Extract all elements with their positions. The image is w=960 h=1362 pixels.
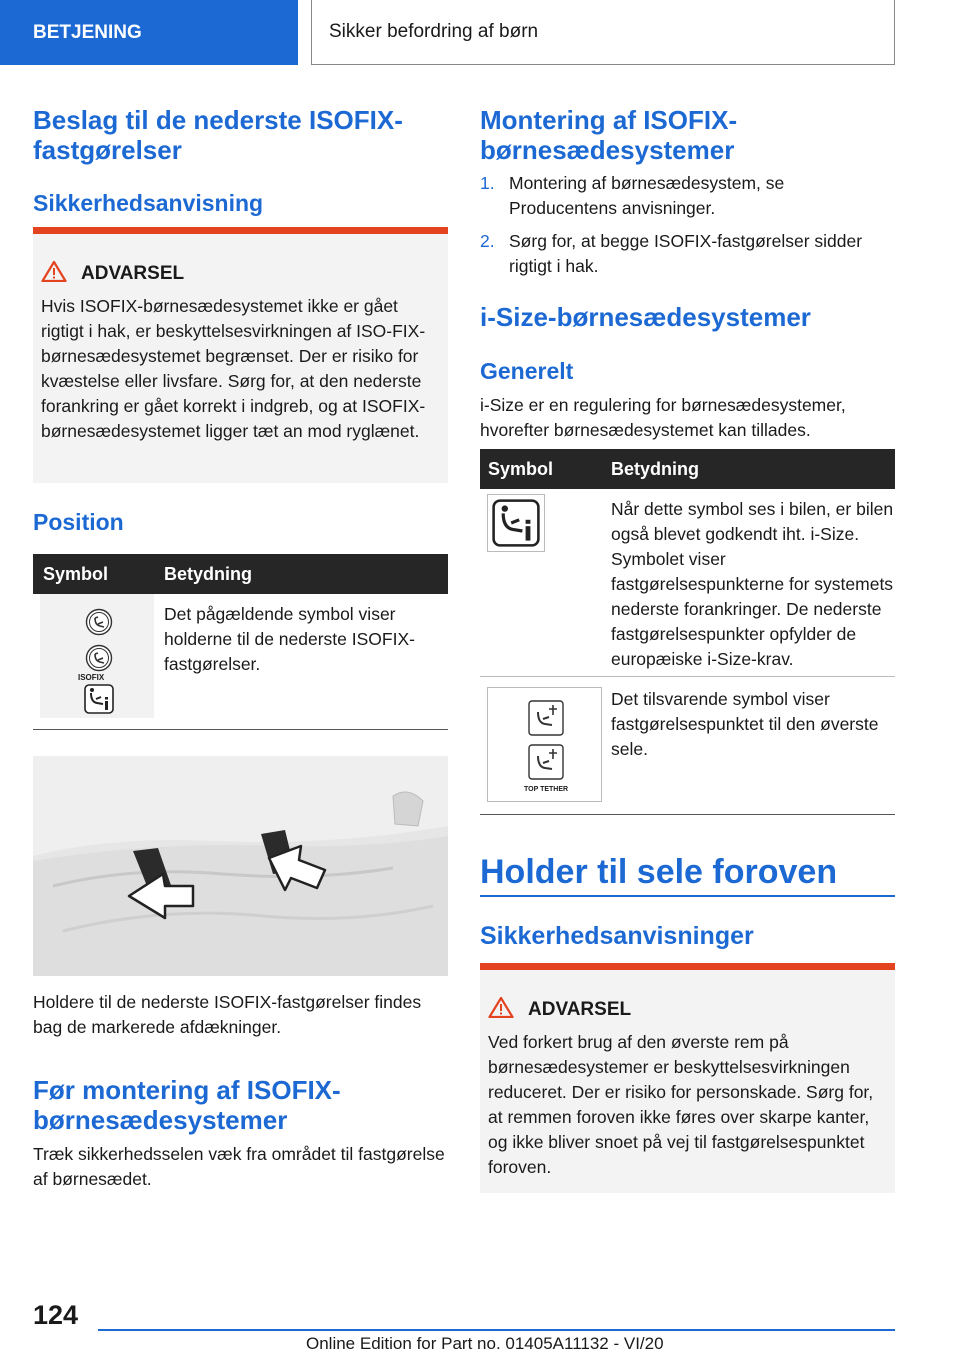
left-heading-block xyxy=(33,105,448,165)
rear-seat-photo xyxy=(33,756,448,976)
step-number: 2. xyxy=(480,231,495,251)
table-divider xyxy=(33,729,448,730)
footer-edition: Online Edition for Part no. 01405A11132 - VI/20 xyxy=(306,1334,664,1353)
isize-heading-wrap xyxy=(480,302,895,332)
position-table-header xyxy=(33,554,448,594)
step-number: 1. xyxy=(480,173,495,193)
top-tether-label: TOP TETHER xyxy=(524,786,569,793)
right-safety-heading-wrap xyxy=(480,921,895,951)
position-heading-wrap xyxy=(33,508,124,536)
before-text: Træk sikkerhedsselen væk fra området til fastgørelse af børnesædet. xyxy=(33,1144,445,1189)
isofix-label: ISOFIX xyxy=(78,673,105,682)
position-row-text: Det pågældende symbol viser holderne til de nederste ISOFIX-fastgørelser. xyxy=(164,604,415,674)
isize-row2-text: Det tilsvarende symbol viser fastgørelsespunktet til den øverste sele. xyxy=(611,689,879,759)
chapter-title: Sikker befordring af børn xyxy=(329,21,539,42)
general-heading-wrap xyxy=(480,357,573,385)
isize-symbol-cell xyxy=(487,494,545,552)
table-bottom-divider xyxy=(480,814,895,815)
top-tether-icon xyxy=(528,700,564,741)
isize-seat-icon xyxy=(492,499,540,552)
heading-isofix-brackets: Beslag til de nederste ISOFIX-fastgørelser xyxy=(33,105,403,165)
isize-seat-icon xyxy=(84,684,114,719)
step-item xyxy=(480,171,895,221)
heading-before-mounting: Før montering af ISOFIX-børnesædesystemer xyxy=(33,1075,341,1135)
warning-title xyxy=(41,260,440,288)
top-tether-icon-2 xyxy=(528,744,564,785)
warning-text: Hvis ISOFIX-børnesædesystemet ikke er gået rigtigt i hak, er beskyttelsesvirkningen af ISO-FIX-børnesædesystemet begrænset. Der er risiko for kvæstelse eller livsfare. Sørg for, at den nederste forankring er gået korrekt i indgreb, og at ISOFIX-børnesædesystemet ligger tæt an mod ryglænet. xyxy=(41,296,426,441)
top-tether-symbol-cell xyxy=(487,687,602,802)
chapter-header xyxy=(311,0,895,65)
col-meaning: Betydning xyxy=(164,563,252,584)
col-symbol: Symbol xyxy=(488,458,554,479)
isize-table-header xyxy=(480,449,895,489)
heading-holder: Holder til sele foroven xyxy=(480,853,838,891)
heading-position: Position xyxy=(33,509,124,535)
heading-general: Generelt xyxy=(480,358,574,384)
heading-safety-instructions: Sikkerhedsanvisninger xyxy=(480,922,754,950)
row-divider xyxy=(480,676,895,677)
mount-heading-wrap xyxy=(480,105,895,165)
warning-box xyxy=(33,227,448,483)
step-text: Sørg for, at begge ISOFIX-fastgørelser sidder rigtigt i hak. xyxy=(509,231,863,276)
step-item xyxy=(480,229,895,279)
left-safety-heading-wrap xyxy=(33,189,448,217)
isize-row1-text: Når dette symbol ses i bilen, er bilen også blevet godkendt iht. i-Size. Symbolet viser fastgørelsespunkterne for systemets nederste forankringer. De nederste fastgørelsespunkter opfylder de europæiske i-Size-krav. xyxy=(611,499,894,669)
general-text: i-Size er en regulering for børnesædesystemer, hvorefter børnesædesystemet kan tillades. xyxy=(480,395,846,440)
section-tab xyxy=(0,0,298,65)
heading-mounting: Montering af ISOFIX-børnesædesystemer xyxy=(480,105,738,165)
warning-text: Ved forkert brug af den øverste rem på børnesædesystemer er beskyttelsesvirkningen reduceret. Der er risiko for personskade. Sørg for, at remmen foroven ikke føres over skarpe kanter, og ikke bliver snoet på vej til fastgørelsespunktet foroven. xyxy=(488,1032,874,1177)
holder-heading-wrap xyxy=(480,852,895,897)
warning-box-2 xyxy=(480,963,895,1193)
step-text: Montering af børnesædesystem, se Producentens anvisninger. xyxy=(509,173,785,218)
page-number: 124 xyxy=(33,1300,79,1330)
photo-caption: Holdere til de nederste ISOFIX-fastgørelser findes bag de markerede afdækninger. xyxy=(33,992,422,1037)
col-symbol: Symbol xyxy=(43,563,109,584)
before-heading-wrap xyxy=(33,1075,448,1135)
heading-safety: Sikkerhedsanvisning xyxy=(33,190,264,216)
heading-isize: i-Size-børnesædesystemer xyxy=(480,302,811,332)
warning-title xyxy=(488,996,887,1024)
section-label: BETJENING xyxy=(33,21,142,43)
isofix-seat-icon xyxy=(85,608,113,641)
mounting-steps xyxy=(480,171,895,287)
footer-rule xyxy=(98,1329,895,1331)
warning-label: ADVARSEL xyxy=(528,999,632,1020)
warning-triangle-icon xyxy=(41,260,67,288)
warning-triangle-icon xyxy=(488,996,514,1024)
warning-label: ADVARSEL xyxy=(81,263,185,284)
isofix-symbol-cell xyxy=(40,594,154,718)
col-meaning: Betydning xyxy=(611,458,699,479)
